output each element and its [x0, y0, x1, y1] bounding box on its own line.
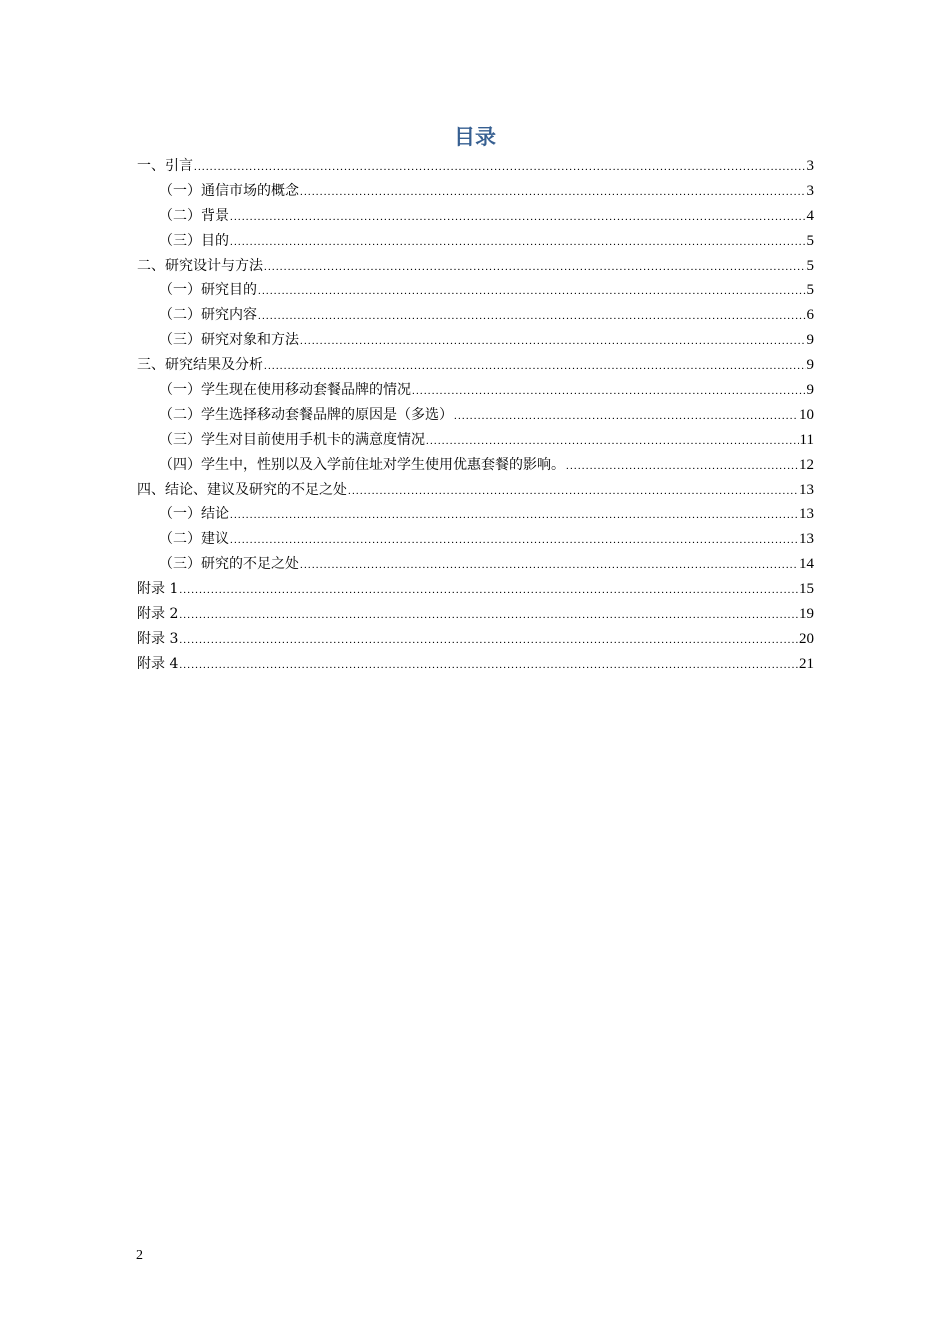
toc-dot-leader — [300, 553, 798, 578]
toc-entry-text: （一）研究目的 — [159, 282, 257, 299]
toc-entry-text: （一）通信市场的概念 — [159, 182, 299, 199]
toc-entry-text: （二）学生选择移动套餐品牌的原因是（多选） — [159, 406, 453, 423]
toc-entry-text: 一、引言 — [137, 158, 193, 174]
toc-entry-page: 9 — [806, 357, 814, 374]
toc-entry-page: 3 — [806, 158, 814, 174]
toc-dot-leader — [179, 628, 798, 653]
toc-entry-page: 3 — [806, 182, 814, 199]
toc-entry-text: （一）学生现在使用移动套餐品牌的情况 — [159, 382, 411, 399]
toc-entry-page: 11 — [799, 431, 814, 448]
toc-entry[interactable] — [137, 204, 814, 229]
toc-entry[interactable] — [137, 478, 814, 503]
toc-entry[interactable] — [137, 154, 814, 179]
toc-entry[interactable] — [137, 552, 814, 577]
toc-dot-leader — [194, 155, 806, 180]
toc-entry-page: 13 — [799, 531, 814, 548]
toc-entry-text: 附录 4 — [137, 655, 179, 672]
toc-dot-leader — [258, 304, 806, 329]
toc-entry[interactable] — [137, 627, 814, 652]
toc-dot-leader — [179, 603, 798, 628]
toc-entry-text: 二、研究设计与方法 — [137, 257, 263, 274]
toc-entry[interactable] — [137, 303, 814, 328]
toc-entry[interactable] — [137, 229, 814, 254]
toc-entry-page: 15 — [799, 581, 814, 598]
toc-dot-leader — [412, 379, 806, 404]
toc-entry[interactable] — [137, 403, 814, 428]
toc-entry[interactable] — [137, 453, 814, 478]
toc-dot-leader — [230, 205, 806, 230]
toc-dot-leader — [300, 180, 806, 205]
toc-entry-text: 三、研究结果及分析 — [137, 357, 263, 374]
toc-entry-page: 13 — [799, 506, 814, 523]
toc-dot-leader — [230, 230, 806, 255]
toc-dot-leader — [179, 653, 798, 678]
toc-entry-page: 5 — [806, 257, 814, 274]
toc-dot-leader — [179, 578, 798, 603]
toc-dot-leader — [348, 479, 798, 504]
toc-dot-leader — [230, 503, 798, 528]
toc-entry-page: 9 — [806, 332, 814, 349]
toc-entry-page: 4 — [806, 207, 814, 224]
toc-entry-text: （三）研究的不足之处 — [159, 556, 299, 573]
toc-dot-leader — [566, 454, 798, 479]
page-number: 2 — [136, 1248, 143, 1263]
toc-entry[interactable] — [137, 278, 814, 303]
toc-entry-page: 5 — [806, 232, 814, 249]
toc-entry[interactable] — [137, 502, 814, 527]
toc-entry-page: 9 — [806, 382, 814, 399]
toc-entry[interactable] — [137, 577, 814, 602]
toc-list — [137, 154, 814, 677]
toc-entry[interactable] — [137, 527, 814, 552]
toc-entry[interactable] — [137, 328, 814, 353]
toc-dot-leader — [300, 329, 806, 354]
toc-entry-text: （二）建议 — [159, 531, 229, 548]
toc-entry[interactable] — [137, 179, 814, 204]
toc-entry-text: （四）学生中，性别以及入学前住址对学生使用优惠套餐的影响。 — [159, 456, 565, 473]
toc-entry-text: 附录 1 — [137, 581, 179, 598]
toc-entry[interactable] — [137, 602, 814, 627]
toc-dot-leader — [454, 404, 798, 429]
toc-entry-page: 12 — [799, 456, 814, 473]
toc-entry-page: 5 — [806, 282, 814, 299]
toc-dot-leader — [264, 255, 806, 280]
toc-entry[interactable] — [137, 652, 814, 677]
toc-dot-leader — [264, 354, 806, 379]
toc-entry-text: 四、结论、建议及研究的不足之处 — [137, 481, 347, 498]
toc-entry-text: （三）目的 — [159, 232, 229, 249]
toc-entry-text: （二）背景 — [159, 207, 229, 224]
toc-entry-page: 10 — [799, 406, 814, 423]
toc-title: 目录 — [454, 125, 496, 149]
toc-entry-page: 21 — [799, 655, 814, 672]
toc-entry[interactable] — [137, 428, 814, 453]
toc-dot-leader — [230, 528, 798, 553]
toc-entry-page: 13 — [799, 481, 814, 498]
toc-entry-text: 附录 2 — [137, 606, 179, 623]
toc-entry-text: （三）学生对目前使用手机卡的满意度情况 — [159, 431, 425, 448]
toc-entry[interactable] — [137, 254, 814, 279]
toc-dot-leader — [258, 279, 806, 304]
toc-entry-page: 19 — [799, 606, 814, 623]
toc-entry-text: （二）研究内容 — [159, 307, 257, 324]
toc-entry-page: 6 — [806, 307, 814, 324]
toc-entry-text: （三）研究对象和方法 — [159, 332, 299, 349]
toc-entry-page: 14 — [799, 556, 814, 573]
toc-dot-leader — [426, 429, 799, 454]
toc-entry-text: 附录 3 — [137, 630, 179, 647]
toc-entry[interactable] — [137, 353, 814, 378]
toc-entry[interactable] — [137, 378, 814, 403]
toc-entry-text: （一）结论 — [159, 506, 229, 523]
toc-entry-page: 20 — [799, 630, 814, 647]
